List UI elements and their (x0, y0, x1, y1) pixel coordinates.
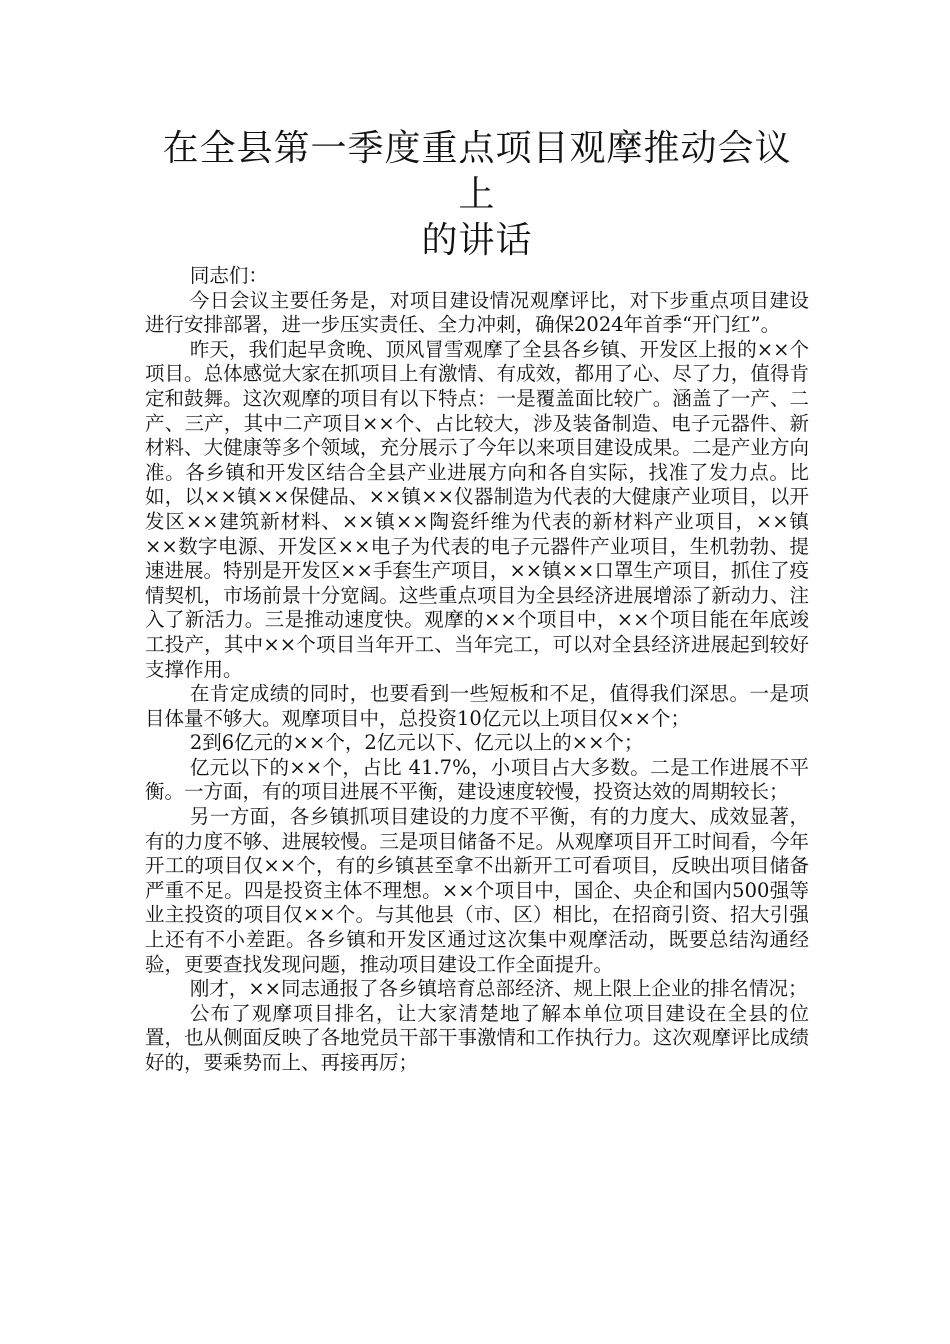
salutation: 同志们： (189, 264, 268, 287)
paragraph-opening: 今日会议主要任务是，对项目建设情况观摩评比，对下步重点项目建设进行安排部署，进一步压实责任、全力冲刺，确保2024年首季“开门红”。 (145, 288, 809, 337)
document-body (145, 126, 809, 1076)
paragraph-scale-below-1: 亿元以下的××个，占比 41.7%，小项目占大多数。二是工作进展不平衡。一方面，有的项目进展不平衡，建设速度较慢，投资达效的周期较长； (145, 755, 809, 804)
title-line-1: 在全县第一季度重点项目观摩推动会议上 (162, 128, 792, 215)
document-title (145, 126, 809, 264)
paragraph-scale-2-to-6: 2到6亿元的××个，2亿元以下、亿元以上的××个； (189, 731, 644, 755)
paragraph-observation: 昨天，我们起早贪晚、顶风冒雪观摩了全县各乡镇、开发区上报的××个项目。总体感觉大家在抓项目上有激情、有成效，都用了心、尽了力，值得肯定和鼓舞。这次观摩的项目有以下特点：一是覆盖面比较广。涵盖了一产、二产、三产，其中二产项目××个、占比较大，涉及装备制造、电子元器件、新材料、大健康等多个领域，充分展示了今年以来项目建设成果。二是产业方向准。各乡镇和开发区结合全县产业进展方向和各自实际，找准了发力点。比如，以××镇××保健品、××镇××仪器制造为代表的大健康产业项目，以开发区××建筑新材料、××镇××陶瓷纤维为代表的新材料产业项目，××镇××数字电源、开发区××电子为代表的电子元器件产业项目，生机勃勃、提速进展。特别是开发区××手套生产项目，××镇××口罩生产项目，抓住了疫情契机，市场前景十分宽阔。这些重点项目为全县经济进展增添了新动力、注入了新活力。三是推动速度快。观摩的××个项目中，××个项目能在年底竣工投产，其中××个项目当年开工、当年完工，可以对全县经济进展起到较好支撑作用。 (145, 337, 809, 681)
paragraph-imbalance: 另一方面，各乡镇抓项目建设的力度不平衡，有的力度大、成效显著，有的力度不够、进展较慢。三是项目储备不足。从观摩项目开工时间看，今年开工的项目仅××个，有的乡镇甚至拿不出新开工可看项目，反映出项目储备严重不足。四是投资主体不理想。××个项目中，国企、央企和国内500强等业主投资的项目仅××个。与其他县（市、区）相比，在招商引资、招大引强上还有不小差距。各乡镇和开发区通过这次集中观摩活动，既要总结沟通经验，更要查找发现问题，推动项目建设工作全面提升。 (145, 805, 809, 976)
paragraph-ranking-report: 刚才，××同志通报了各乡镇培育总部经济、规上限上企业的排名情况； (189, 977, 808, 1001)
title-line-2: 的讲话 (421, 220, 533, 261)
paragraph-ranking-publish: 公布了观摩项目排名，让大家清楚地了解本单位项目建设在全县的位置，也从侧面反映了各地党员干部干事激情和工作执行力。这次观摩评比成绩好的，要乘势而上、再接再厉； (145, 1001, 809, 1074)
paragraph-shortcomings: 在肯定成绩的同时，也要看到一些短板和不足，值得我们深思。一是项目体量不够大。观摩项目中，总投资10亿元以上项目仅××个； (145, 682, 809, 730)
